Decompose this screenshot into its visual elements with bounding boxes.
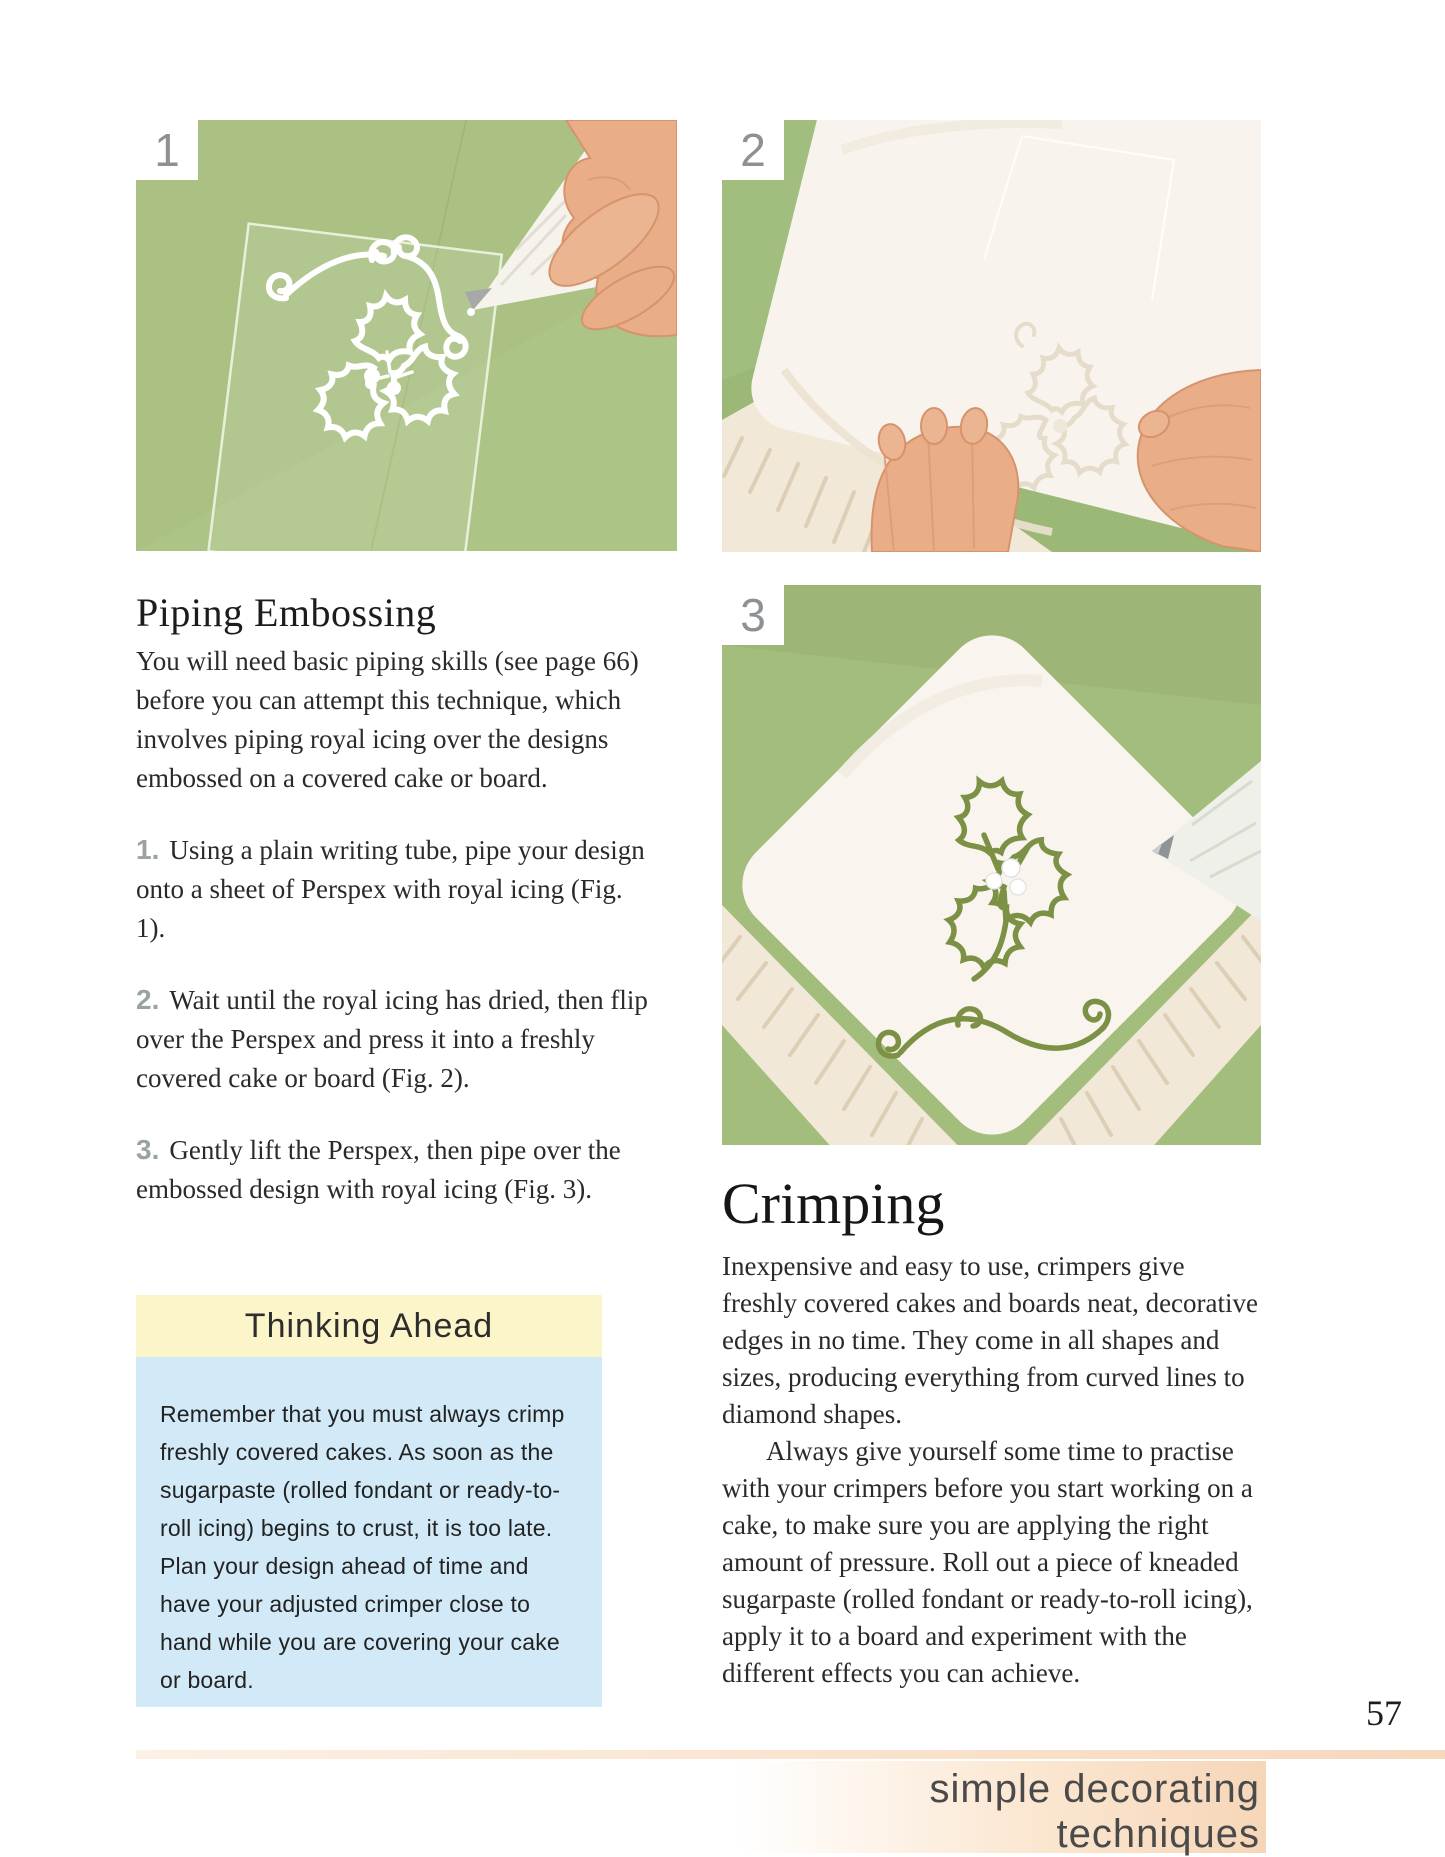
crimping-title: Crimping <box>722 1171 945 1236</box>
figure-3-label: 3 <box>740 589 766 641</box>
step-1-number: 1. <box>136 834 160 865</box>
step-3-number: 3. <box>136 1134 160 1165</box>
piping-embossing-title: Piping Embossing <box>136 590 437 635</box>
figure-number-notch <box>722 120 784 180</box>
piping-on-perspex-illustration <box>136 120 677 551</box>
figure-number-notch <box>722 585 784 645</box>
crimping-section <box>722 1172 1262 1692</box>
chapter-title: simple decorating techniques <box>929 1767 1260 1856</box>
piping-embossing-section <box>136 590 652 1209</box>
footer-chapter-band <box>737 1761 1266 1856</box>
thinking-ahead-note <box>136 1357 602 1707</box>
figure-2-label: 2 <box>740 124 766 176</box>
step-2-text: Wait until the royal icing has dried, then flip over the Perspex and press it into a freshly covered cake or board (Fig. 2). <box>136 985 648 1093</box>
piping-over-embossing-illustration <box>722 585 1261 1145</box>
step-3 <box>136 1130 652 1209</box>
crimping-paragraph-1: Inexpensive and easy to use, crimpers give freshly covered cakes and boards neat, decorative edges in no time. They come in all shapes and sizes, producing everything from curved lines to diamond shapes. <box>722 1251 1258 1429</box>
figure-1-photo <box>136 120 677 551</box>
crimping-paragraph-2: Always give yourself some time to practise with your crimpers before you start working on a cake, to make sure you are applying the right amount of pressure. Roll out a piece of kneaded sugarpaste (rolled fondant or ready-to-roll icing), apply it to a board and experiment with the different effects you can achieve. <box>722 1436 1253 1688</box>
step-2 <box>136 980 652 1098</box>
figure-1-label: 1 <box>154 124 180 176</box>
footer-rule <box>136 1750 1445 1759</box>
pressing-perspex-illustration <box>722 120 1261 552</box>
figure-number-notch <box>136 120 198 180</box>
step-2-number: 2. <box>136 984 160 1015</box>
step-1-text: Using a plain writing tube, pipe your design onto a sheet of Perspex with royal icing (Fig. 1). <box>136 835 645 943</box>
thinking-ahead-title: Thinking Ahead <box>244 1306 494 1345</box>
page-number: 57 <box>1366 1693 1402 1733</box>
piping-embossing-intro: You will need basic piping skills (see page 66) before you can attempt this technique, which involves piping royal icing over the designs embossed on a covered cake or board. <box>136 646 639 793</box>
thinking-ahead-text: Remember that you must always crimp freshly covered cakes. As soon as the sugarpaste (rolled fondant or ready-to-roll icing) begins to crust, it is too late. Plan your design ahead of time and have your adjusted crimper close to hand while you are covering your cake or board. <box>160 1401 565 1693</box>
figure-3-photo <box>722 585 1261 1145</box>
perspex-sheet <box>208 224 501 551</box>
step-1 <box>136 830 652 948</box>
thinking-ahead-header <box>136 1295 602 1357</box>
figure-2-photo <box>722 120 1261 552</box>
step-3-text: Gently lift the Perspex, then pipe over the embossed design with royal icing (Fig. 3). <box>136 1135 621 1204</box>
